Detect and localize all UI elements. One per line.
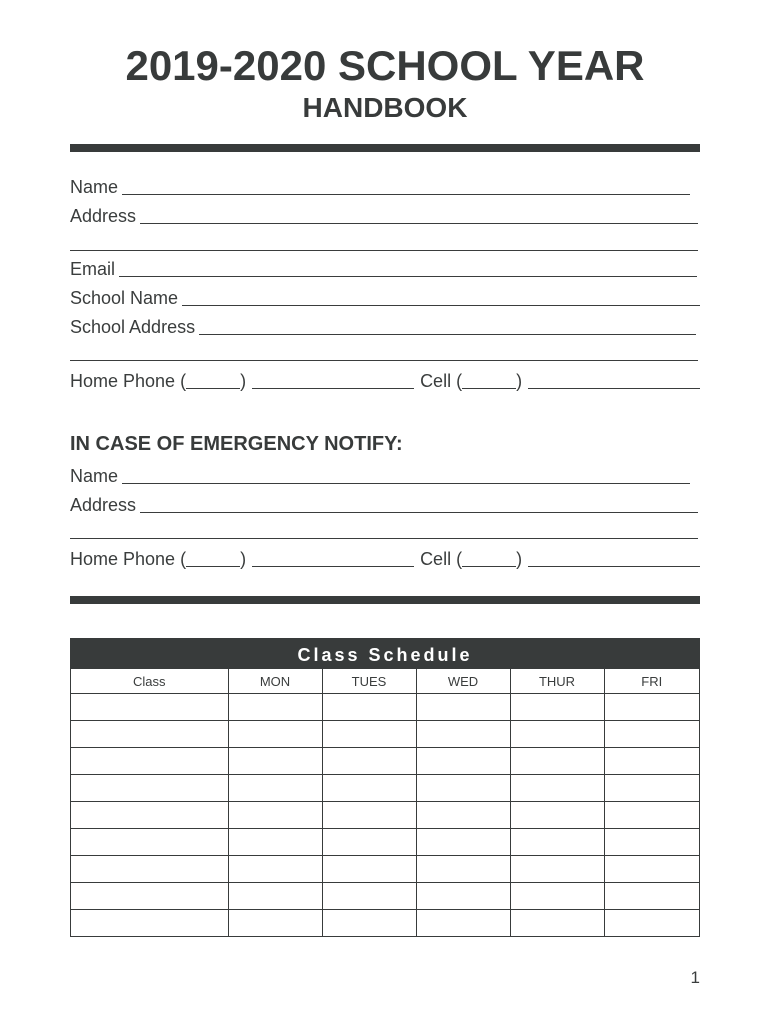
column-header-tues: TUES (322, 669, 416, 694)
schedule-cell[interactable] (604, 775, 699, 802)
emergency-heading: IN CASE OF EMERGENCY NOTIFY: (70, 433, 403, 455)
column-header-wed: WED (416, 669, 510, 694)
home-phone-number[interactable] (252, 388, 414, 389)
home-phone-area-code[interactable] (186, 388, 240, 389)
schedule-table (71, 669, 699, 936)
school-address-field[interactable] (70, 314, 696, 338)
schedule-cell[interactable] (416, 748, 510, 775)
address-field[interactable] (70, 203, 698, 227)
emergency-address-field[interactable] (70, 492, 698, 516)
cell-label: Cell ( (420, 371, 463, 391)
emergency-address-line-2[interactable] (70, 518, 698, 542)
column-header-fri: FRI (604, 669, 699, 694)
column-header-mon: MON (228, 669, 322, 694)
schedule-cell[interactable] (416, 910, 510, 937)
page-title: 2019-2020 SCHOOL YEAR (125, 42, 645, 89)
schedule-cell[interactable] (604, 883, 699, 910)
schedule-cell[interactable] (71, 802, 228, 829)
table-row (71, 802, 699, 829)
schedule-cell[interactable] (228, 775, 322, 802)
schedule-cell[interactable] (71, 694, 228, 721)
emergency-name-field[interactable] (70, 463, 690, 487)
schedule-cell[interactable] (510, 883, 604, 910)
page-subtitle: HANDBOOK (302, 92, 468, 123)
name-field[interactable] (70, 174, 690, 198)
schedule-cell[interactable] (228, 856, 322, 883)
schedule-cell[interactable] (71, 748, 228, 775)
page-number: 1 (690, 968, 700, 987)
schedule-cell[interactable] (510, 856, 604, 883)
column-header-class: Class (71, 669, 228, 694)
emergency-cell-area-code[interactable] (462, 566, 516, 567)
emergency-cell-label: Cell ( (420, 549, 463, 569)
schedule-cell[interactable] (510, 802, 604, 829)
schedule-cell[interactable] (322, 748, 416, 775)
schedule-cell[interactable] (322, 721, 416, 748)
school-address-line-2[interactable] (70, 340, 698, 364)
emergency-cell-paren-close: ) (516, 549, 523, 569)
schedule-cell[interactable] (71, 775, 228, 802)
schedule-cell[interactable] (416, 721, 510, 748)
schedule-cell[interactable] (416, 694, 510, 721)
address-line-2[interactable] (70, 230, 698, 254)
schedule-cell[interactable] (416, 802, 510, 829)
table-row (71, 910, 699, 937)
emergency-name-label: Name (70, 466, 119, 486)
schedule-title: Class Schedule (71, 639, 699, 669)
schedule-cell[interactable] (322, 829, 416, 856)
schedule-header-row (71, 669, 699, 694)
schedule-cell[interactable] (604, 910, 699, 937)
school-address-line-2-rule[interactable] (70, 360, 698, 361)
name-label: Name (70, 177, 119, 197)
schedule-cell[interactable] (604, 856, 699, 883)
emergency-phone-row (70, 546, 700, 570)
schedule-cell[interactable] (228, 748, 322, 775)
home-phone-paren-close: ) (240, 371, 247, 391)
schedule-cell[interactable] (322, 856, 416, 883)
cell-paren-close: ) (516, 371, 523, 391)
table-row (71, 694, 699, 721)
bottom-divider (70, 596, 700, 604)
school-address-line[interactable] (199, 334, 696, 335)
column-header-thur: THUR (510, 669, 604, 694)
emergency-address-label: Address (70, 495, 137, 515)
schedule-cell[interactable] (71, 856, 228, 883)
schedule-cell[interactable] (416, 883, 510, 910)
schedule-cell[interactable] (416, 829, 510, 856)
email-line[interactable] (119, 276, 697, 277)
schedule-cell[interactable] (604, 694, 699, 721)
schedule-cell[interactable] (71, 910, 228, 937)
emergency-address-line[interactable] (140, 512, 698, 513)
table-row (71, 721, 699, 748)
top-divider (70, 144, 700, 152)
school-name-line[interactable] (182, 305, 700, 306)
class-schedule (70, 638, 700, 937)
schedule-cell[interactable] (604, 802, 699, 829)
emergency-address-line-2-rule[interactable] (70, 538, 698, 539)
cell-area-code[interactable] (462, 388, 516, 389)
school-name-label: School Name (70, 288, 179, 308)
schedule-cell[interactable] (510, 910, 604, 937)
name-line[interactable] (122, 194, 690, 195)
schedule-cell[interactable] (604, 748, 699, 775)
schedule-cell[interactable] (322, 775, 416, 802)
emergency-name-line[interactable] (122, 483, 690, 484)
schedule-body (71, 694, 699, 937)
email-field[interactable] (70, 256, 697, 280)
address-label: Address (70, 206, 137, 226)
address-line[interactable] (140, 223, 698, 224)
address-line-2-rule[interactable] (70, 250, 698, 251)
schedule-cell[interactable] (604, 721, 699, 748)
schedule-cell[interactable] (228, 721, 322, 748)
emergency-home-phone-paren-close: ) (240, 549, 247, 569)
schedule-cell[interactable] (510, 775, 604, 802)
schedule-cell[interactable] (416, 775, 510, 802)
schedule-cell[interactable] (604, 829, 699, 856)
school-address-label: School Address (70, 317, 196, 337)
schedule-cell[interactable] (416, 856, 510, 883)
table-row (71, 829, 699, 856)
emergency-home-phone-label: Home Phone ( (70, 549, 187, 569)
schedule-cell[interactable] (322, 802, 416, 829)
cell-number[interactable] (528, 388, 700, 389)
schedule-cell[interactable] (510, 694, 604, 721)
schedule-cell[interactable] (510, 721, 604, 748)
schedule-cell[interactable] (71, 721, 228, 748)
table-row (71, 748, 699, 775)
school-name-field[interactable] (70, 285, 700, 309)
schedule-cell[interactable] (71, 829, 228, 856)
email-label: Email (70, 259, 116, 279)
home-phone-row (70, 368, 700, 392)
schedule-cell[interactable] (510, 748, 604, 775)
table-row (71, 883, 699, 910)
schedule-cell[interactable] (228, 883, 322, 910)
schedule-cell[interactable] (228, 829, 322, 856)
schedule-cell[interactable] (322, 694, 416, 721)
table-row (71, 775, 699, 802)
schedule-cell[interactable] (228, 694, 322, 721)
schedule-cell[interactable] (322, 883, 416, 910)
emergency-home-phone-area-code[interactable] (186, 566, 240, 567)
home-phone-label: Home Phone ( (70, 371, 187, 391)
emergency-cell-number[interactable] (528, 566, 700, 567)
schedule-cell[interactable] (228, 802, 322, 829)
schedule-cell[interactable] (71, 883, 228, 910)
schedule-cell[interactable] (322, 910, 416, 937)
schedule-cell[interactable] (228, 910, 322, 937)
table-row (71, 856, 699, 883)
emergency-home-phone-number[interactable] (252, 566, 414, 567)
schedule-cell[interactable] (510, 829, 604, 856)
